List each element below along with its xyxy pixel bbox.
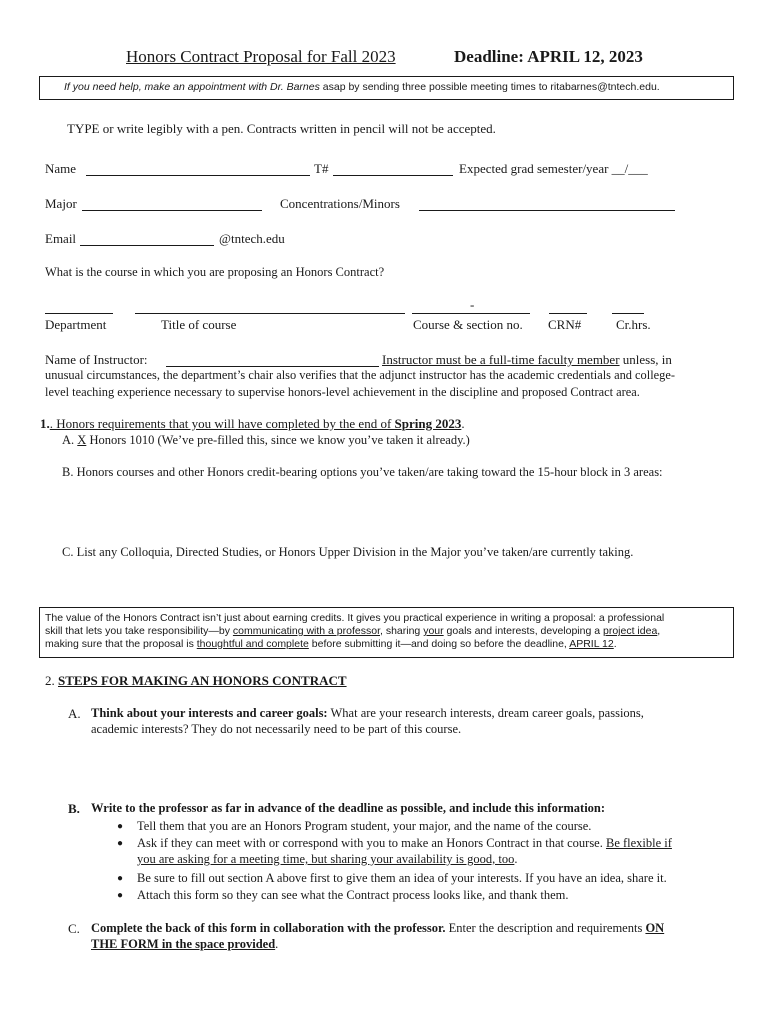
section2-c-text: Complete the back of this form in collaboration with the professor. Enter the description and requirements ON [91, 921, 665, 935]
page-title: Honors Contract Proposal for Fall 2023 [126, 47, 396, 66]
email-field[interactable] [80, 245, 214, 246]
t-number-label: T# [314, 161, 329, 176]
bullet-item-2: Ask if they can meet with or correspond with you to make an Honors Contract in that course. Be flexible if [137, 836, 672, 850]
bullet-icon: ● [117, 838, 124, 849]
section2-c-text2: THE FORM in the space provided. [91, 937, 279, 951]
email-domain: @tntech.edu [219, 231, 285, 246]
bullet-item-1: Tell them that you are an Honors Program student, your major, and the name of the course. [137, 819, 592, 833]
instructor-note-line2: unusual circumstances, the department’s chair also verifies that the adjunct instructor has the academic credentials and college- [45, 368, 675, 382]
name-field[interactable] [86, 175, 310, 176]
section2-b-label: B. [68, 801, 80, 816]
section1-item-c: C. List any Colloquia, Directed Studies, or Honors Upper Division in the Major you’ve taken/are currently taking. [62, 545, 634, 559]
section2-a-text2: academic interests? They do not necessarily need to be part of this course. [91, 722, 462, 736]
section2-c-label: C. [68, 921, 80, 936]
concentrations-field[interactable] [419, 210, 675, 211]
instructor-label: Name of Instructor: [45, 352, 148, 367]
bullet-item-2-cont: you are asking for a meeting time, but sharing your availability is good, too. [137, 852, 518, 866]
concentrations-label: Concentrations/Minors [280, 196, 400, 211]
course-section-field[interactable] [412, 313, 530, 314]
instructor-field[interactable] [166, 366, 379, 367]
name-label: Name [45, 161, 77, 176]
instructions: TYPE or write legibly with a pen. Contracts written in pencil will not be accepted. [67, 121, 496, 136]
course-title-label: Title of course [161, 317, 237, 332]
course-section-dash: - [470, 297, 475, 312]
instructor-note: Instructor must be a full-time faculty member unless, in [382, 352, 672, 367]
bullet-icon: ● [117, 873, 124, 884]
section2-b-text: Write to the professor as far in advance of the deadline as possible, and include this information: [91, 801, 606, 815]
section1-item-b: B. Honors courses and other Honors credit-bearing options you’ve taken/are taking toward the 15-hour block in 3 areas: [62, 465, 663, 479]
major-field[interactable] [82, 210, 262, 211]
value-line3: making sure that the proposal is thoughtful and complete before submitting it—and doing so before the deadline, APRIL 12. [45, 638, 617, 650]
deadline: Deadline: APRIL 12, 2023 [454, 47, 643, 66]
credit-hours-field[interactable] [612, 313, 644, 314]
credit-hours-label: Cr.hrs. [616, 317, 651, 332]
help-text: If you need help, make an appointment with Dr. Barnes asap by sending three possible meeting times to ritabarnes@tntech.edu. [64, 81, 660, 93]
t-number-field[interactable] [333, 175, 453, 176]
bullet-icon: ● [117, 890, 124, 901]
section2-a-text: Think about your interests and career goals: What are your research interests, dream career goals, passions, [91, 706, 644, 720]
section1-item-a: A. X Honors 1010 (We’ve pre-filled this, since we know you’ve taken it already.) [62, 433, 470, 447]
instructor-note-line3: level teaching experience necessary to supervise honors-level achievement in the discipline and proposed Contract area. [45, 385, 640, 399]
course-title-field-accent [160, 313, 295, 314]
section2-heading: 2. STEPS FOR MAKING AN HONORS CONTRACT [45, 673, 347, 688]
bullet-item-4: Attach this form so they can see what the Contract process looks like, and thank them. [137, 888, 569, 902]
value-line2: skill that lets you take responsibility—by communicating with a professor, sharing your goals and interests, developing a project idea, [45, 625, 661, 637]
course-section-label: Course & section no. [413, 317, 523, 332]
department-field[interactable] [45, 313, 113, 314]
bullet-icon: ● [117, 821, 124, 832]
section2-a-label: A. [68, 706, 81, 721]
crn-field[interactable] [549, 313, 587, 314]
bullet-item-3: Be sure to fill out section A above first to give them an idea of your interests. If you have an idea, share it. [137, 871, 667, 885]
value-line1: The value of the Honors Contract isn’t just about earning credits. It gives you practical experience in writing a proposal: a professional [45, 612, 665, 624]
grad-semester-label[interactable]: Expected grad semester/year __/___ [459, 161, 648, 176]
crn-label: CRN# [548, 317, 582, 332]
department-label: Department [45, 317, 107, 332]
section1-heading: 1.. Honors requirements that you will have completed by the end of Spring 2023. [40, 416, 465, 431]
email-label: Email [45, 231, 77, 246]
major-label: Major [45, 196, 77, 211]
course-question: What is the course in which you are proposing an Honors Contract? [45, 265, 385, 279]
